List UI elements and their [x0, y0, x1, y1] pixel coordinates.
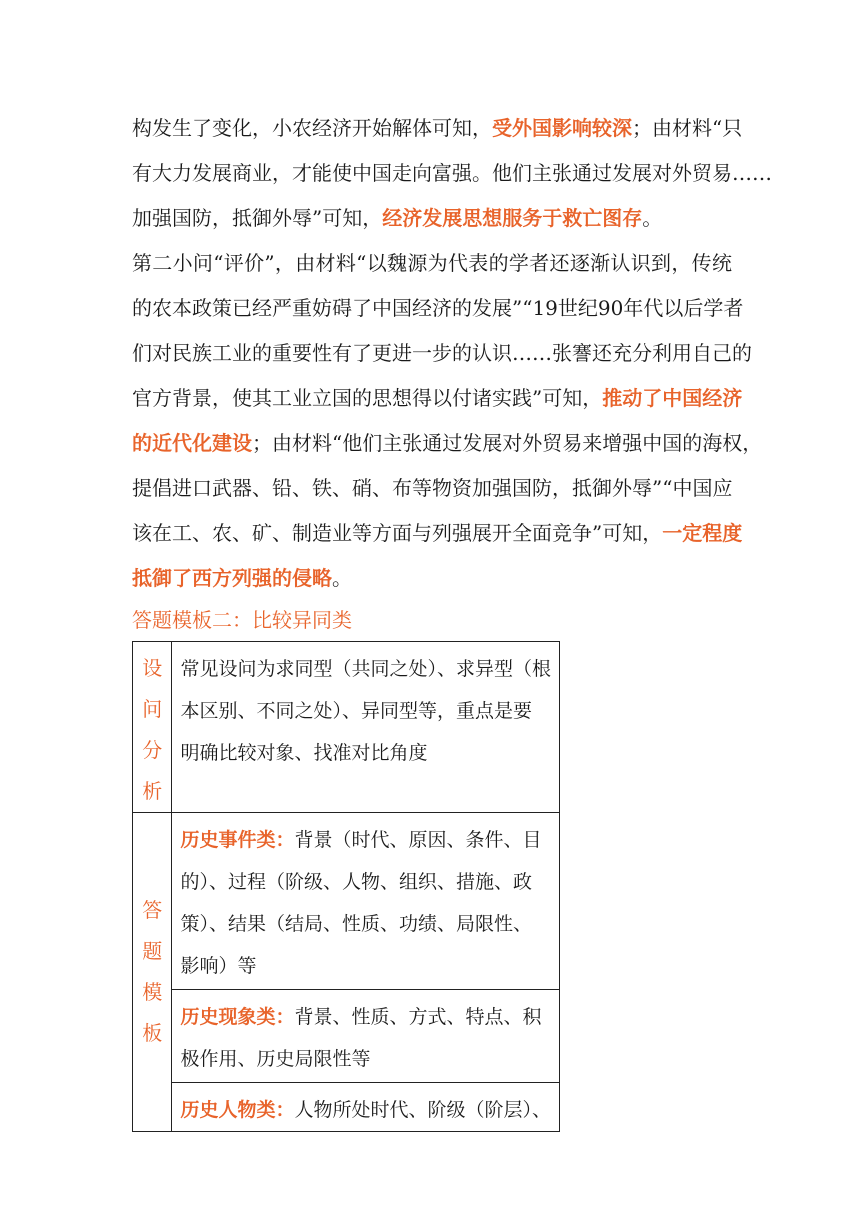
text-run: 加强国防，抵御外辱”可知，	[132, 206, 383, 230]
template-table	[132, 641, 560, 1132]
highlight-text: 抵御了西方列强的侵略	[132, 566, 332, 590]
text-line: 的农本政策已经严重妨碍了中国经济的发展”“19世纪90年代以后学者	[132, 296, 744, 320]
text-line: 有大力发展商业，才能使中国走向富强。他们主张通过发展对外贸易……	[132, 161, 772, 185]
cell-text-line: 影响）等	[180, 955, 257, 977]
text-run: ；由材料“只	[632, 116, 743, 140]
text-run: ；由材料“他们主张通过发展对外贸易来增强中国的海权，	[252, 431, 763, 455]
category-keyword: 历史人物类：	[180, 1099, 295, 1121]
cell-text-line: 极作用、历史局限性等	[180, 1048, 371, 1070]
table-row	[133, 642, 560, 813]
text-line	[132, 376, 743, 421]
cell-text-line: 本区别、不同之处）、异同型等，重点是要	[180, 700, 532, 722]
table-row	[133, 813, 560, 990]
paragraph-answer-part2	[132, 241, 763, 601]
highlight-text: 推动了中国经济	[602, 386, 743, 410]
header-char: 模	[142, 980, 163, 1004]
text-run: 构发生了变化，小农经济开始解体可知，	[132, 116, 492, 140]
category-keyword: 历史事件类：	[180, 829, 295, 851]
historical-phenomena-cell	[172, 990, 560, 1083]
row-header-question-analysis	[133, 642, 172, 813]
highlight-text: 一定程度	[662, 521, 743, 545]
text-run: 人物所处时代、阶级（阶层）、	[294, 1099, 551, 1121]
cell-text-line: 明确比较对象、找准对比角度	[180, 742, 428, 764]
header-char: 设	[142, 656, 163, 680]
paragraph-answer-part1	[132, 106, 772, 241]
text-line	[132, 556, 732, 601]
text-run: 官方背景，使其工业立国的思想得以付诸实践”可知，	[132, 386, 603, 410]
text-line	[132, 106, 743, 151]
text-line	[132, 196, 732, 241]
highlight-text: 受外国影响较深	[492, 116, 632, 140]
cell-text-line	[180, 996, 551, 1038]
text-run: 。	[642, 206, 663, 230]
text-run: 该在工、农、矿、制造业等方面与列强展开全面竞争”可知，	[132, 521, 663, 545]
table-row	[133, 990, 560, 1083]
text-line: 第二小问“评价”，由材料“以魏源为代表的学者还逐渐认识到，传统	[132, 251, 732, 275]
table-row	[133, 1083, 560, 1132]
text-run: 背景、性质、方式、特点、积	[294, 1006, 542, 1028]
text-run: 背景（时代、原因、条件、目	[294, 829, 542, 851]
document-page	[132, 106, 772, 1132]
cell-text-line: 的）、过程（阶级、人物、组织、措施、政	[180, 871, 532, 893]
category-keyword: 历史现象类：	[180, 1006, 295, 1028]
highlight-text: 经济发展思想服务于救亡图存	[382, 206, 643, 230]
header-char: 问	[142, 697, 163, 721]
header-char: 分	[142, 738, 163, 762]
highlight-text: 的近代化建设	[132, 431, 252, 455]
cell-text-line: 常见设问为求同型（共同之处）、求异型（根	[180, 658, 551, 680]
header-char: 答	[142, 898, 163, 922]
text-line: 提倡进口武器、铅、铁、硝、布等物资加强国防，抵御外辱”“中国应	[132, 476, 733, 500]
header-char: 析	[142, 779, 163, 803]
text-line	[132, 511, 743, 556]
cell-text-line	[180, 819, 551, 861]
text-line: 们对民族工业的重要性有了更进一步的认识……张謇还充分利用自己的	[132, 341, 752, 365]
cell-text-line	[180, 1089, 551, 1131]
text-run: 。	[332, 566, 352, 590]
text-line	[132, 421, 763, 466]
historical-persons-cell	[172, 1083, 560, 1132]
header-char: 板	[142, 1021, 163, 1045]
row-header-answer-template	[133, 813, 172, 1132]
historical-events-cell	[172, 813, 560, 990]
question-analysis-cell	[172, 642, 560, 813]
section-title: 答题模板二：比较异同类	[132, 608, 352, 632]
header-char: 题	[142, 939, 163, 963]
cell-text-line: 策）、结果（结局、性质、功绩、局限性、	[180, 913, 532, 935]
